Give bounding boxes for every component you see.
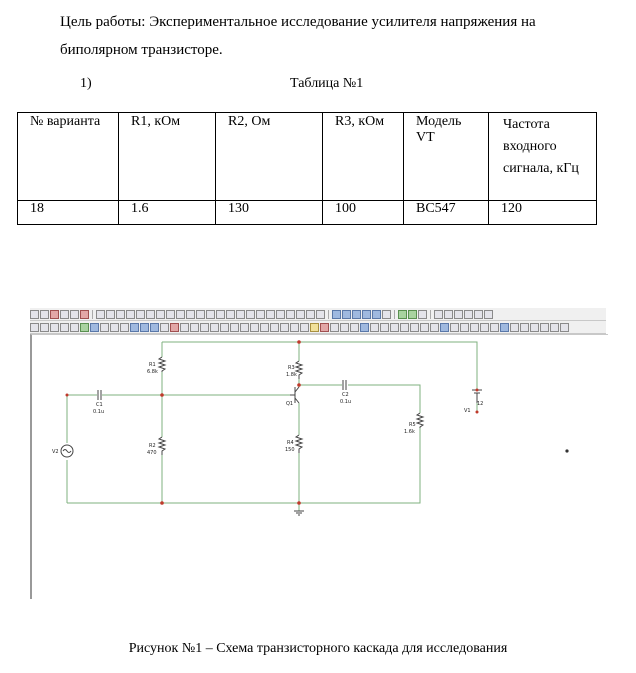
toolbar-icon[interactable] <box>398 310 407 319</box>
toolbar-icon[interactable] <box>276 310 285 319</box>
toolbar-icon[interactable] <box>40 323 49 332</box>
r1-value: 6.8k <box>147 369 158 375</box>
r5-name: R5 <box>409 422 416 428</box>
header-r3: R3, кОм <box>323 113 404 201</box>
toolbar-icon[interactable] <box>80 323 89 332</box>
toolbar-icon[interactable] <box>110 323 119 332</box>
toolbar-icon[interactable] <box>240 323 249 332</box>
toolbar-icon[interactable] <box>236 310 245 319</box>
goal-text: Экспериментальное исследование усилителя напряжения на биполярном транзисторе. <box>60 14 536 58</box>
toolbar-icon[interactable] <box>400 323 409 332</box>
toolbar-icon[interactable] <box>510 323 519 332</box>
r3-name: R3 <box>288 365 295 371</box>
toolbar-icon[interactable] <box>560 323 569 332</box>
toolbar-icon[interactable] <box>210 323 219 332</box>
header-model: Модель VT <box>404 113 489 201</box>
toolbar-icon[interactable] <box>176 310 185 319</box>
r3-value: 1.8k <box>286 372 297 378</box>
c2-value: 0.1u <box>340 399 352 405</box>
r5-resistor <box>417 413 423 428</box>
wire-ground-rail <box>67 428 420 503</box>
toolbar-icon[interactable] <box>352 310 361 319</box>
toolbar-icon[interactable] <box>370 323 379 332</box>
toolbar-icon[interactable] <box>340 323 349 332</box>
junction-dot <box>297 501 301 505</box>
toolbar-icon[interactable] <box>290 323 299 332</box>
toolbar-icon[interactable] <box>50 310 59 319</box>
toolbar-icon[interactable] <box>70 323 79 332</box>
simulator-toolbar-top <box>30 308 606 321</box>
toolbar-icon[interactable] <box>30 310 39 319</box>
toolbar-icon[interactable] <box>126 310 135 319</box>
toolbar-icon[interactable] <box>80 310 89 319</box>
junction-dot <box>476 411 479 414</box>
table-row <box>18 201 597 225</box>
junction-dot <box>297 383 301 387</box>
q1-name: Q1 <box>286 401 294 407</box>
header-r1: R1, кОм <box>119 113 216 201</box>
v1-value: 12 <box>477 401 484 407</box>
r4-name: R4 <box>287 440 294 446</box>
toolbar-icon[interactable] <box>450 323 459 332</box>
variant-table <box>17 112 597 225</box>
toolbar-icon[interactable] <box>410 323 419 332</box>
cell-frequency: 120 <box>489 201 597 225</box>
toolbar-icon[interactable] <box>106 310 115 319</box>
toolbar-icon[interactable] <box>60 323 69 332</box>
probe-dot <box>565 449 568 452</box>
toolbar-icon[interactable] <box>196 310 205 319</box>
simulator-screenshot <box>30 308 606 598</box>
toolbar-icon[interactable] <box>540 323 549 332</box>
toolbar-icon[interactable] <box>470 323 479 332</box>
toolbar-icon[interactable] <box>296 310 305 319</box>
toolbar-icon[interactable] <box>266 310 275 319</box>
toolbar-icon[interactable] <box>454 310 463 319</box>
toolbar-icon[interactable] <box>246 310 255 319</box>
r1-resistor <box>159 357 165 372</box>
toolbar-icon[interactable] <box>380 323 389 332</box>
toolbar-icon[interactable] <box>390 323 399 332</box>
table-header-row <box>18 113 597 201</box>
toolbar-icon[interactable] <box>116 310 125 319</box>
toolbar-icon[interactable] <box>372 310 381 319</box>
schematic-canvas[interactable] <box>30 334 608 599</box>
v2-name: V2 <box>52 449 59 455</box>
toolbar-icon[interactable] <box>418 310 427 319</box>
toolbar-icon[interactable] <box>30 323 39 332</box>
toolbar-icon[interactable] <box>484 310 493 319</box>
r2-value: 470 <box>147 450 157 456</box>
r2-name: R2 <box>149 443 156 449</box>
cell-r3: 100 <box>323 201 404 225</box>
simulator-toolbar-components <box>30 321 606 334</box>
toolbar-icon[interactable] <box>332 310 341 319</box>
toolbar-icon[interactable] <box>60 310 69 319</box>
wire-c2-right <box>348 385 420 413</box>
list-marker: 1) <box>80 76 92 91</box>
toolbar-icon[interactable] <box>500 323 509 332</box>
toolbar-icon[interactable] <box>226 310 235 319</box>
toolbar-icon[interactable] <box>190 323 199 332</box>
cell-r2: 130 <box>216 201 323 225</box>
toolbar-icon[interactable] <box>430 323 439 332</box>
r4-resistor <box>296 435 302 453</box>
wire-top-rail <box>162 342 477 390</box>
toolbar-icon[interactable] <box>490 323 499 332</box>
toolbar-icon[interactable] <box>220 323 229 332</box>
junction-dot <box>297 340 301 344</box>
cell-variant: 18 <box>18 201 119 225</box>
toolbar-icon[interactable] <box>70 310 79 319</box>
cell-r1: 1.6 <box>119 201 216 225</box>
toolbar-icon[interactable] <box>360 323 369 332</box>
wire-collector-node <box>299 385 342 387</box>
toolbar-icon[interactable] <box>320 323 329 332</box>
toolbar-icon[interactable] <box>550 323 559 332</box>
toolbar-icon[interactable] <box>180 323 189 332</box>
r2-resistor <box>159 437 165 455</box>
toolbar-icon[interactable] <box>96 310 105 319</box>
goal-label: Цель работы: <box>60 14 146 30</box>
toolbar-icon[interactable] <box>186 310 195 319</box>
c1-value: 0.1u <box>93 409 105 415</box>
c2-capacitor <box>343 380 346 390</box>
table-title: Таблица №1 <box>290 76 364 91</box>
toolbar-icon[interactable] <box>100 323 109 332</box>
toolbar-icon[interactable] <box>280 323 289 332</box>
toolbar-icon[interactable] <box>50 323 59 332</box>
c2-name: C2 <box>342 392 349 398</box>
toolbar-icon[interactable] <box>362 310 371 319</box>
circuit-schematic <box>32 335 606 598</box>
junction-dot <box>160 501 164 505</box>
toolbar-icon[interactable] <box>306 310 315 319</box>
toolbar-icon[interactable] <box>286 310 295 319</box>
cell-model: BC547 <box>404 201 489 225</box>
c1-capacitor <box>98 390 101 400</box>
toolbar-icon[interactable] <box>200 323 209 332</box>
toolbar-icon[interactable] <box>256 310 265 319</box>
toolbar-icon[interactable] <box>216 310 225 319</box>
toolbar-icon[interactable] <box>206 310 215 319</box>
junction-dot <box>66 394 69 397</box>
toolbar-icon[interactable] <box>230 323 239 332</box>
header-frequency: Частота входного сигнала, кГц <box>489 113 597 201</box>
toolbar-icon[interactable] <box>460 323 469 332</box>
ground-symbol <box>294 511 304 515</box>
toolbar-icon[interactable] <box>136 310 145 319</box>
toolbar-icon[interactable] <box>300 323 309 332</box>
toolbar-icon[interactable] <box>464 310 473 319</box>
header-variant: № варианта <box>18 113 119 201</box>
toolbar-icon[interactable] <box>350 323 359 332</box>
r3-resistor <box>296 361 302 379</box>
toolbar-icon[interactable] <box>150 323 159 332</box>
toolbar-icon[interactable] <box>520 323 529 332</box>
toolbar-icon[interactable] <box>130 323 139 332</box>
r5-value: 1.6k <box>404 429 415 435</box>
toolbar-icon[interactable] <box>90 323 99 332</box>
toolbar-icon[interactable] <box>316 310 325 319</box>
toolbar-icon[interactable] <box>160 323 169 332</box>
goal-paragraph <box>60 8 590 64</box>
toolbar-icon[interactable] <box>270 323 279 332</box>
toolbar-icon[interactable] <box>440 323 449 332</box>
r1-name: R1 <box>149 362 156 368</box>
figure-caption: Рисунок №1 – Схема транзисторного каскада для исследования <box>128 641 508 656</box>
toolbar-icon[interactable] <box>530 323 539 332</box>
toolbar-icon[interactable] <box>166 310 175 319</box>
header-r2: R2, Ом <box>216 113 323 201</box>
toolbar-icon[interactable] <box>40 310 49 319</box>
toolbar-icon[interactable] <box>434 310 443 319</box>
toolbar-icon[interactable] <box>140 323 149 332</box>
toolbar-icon[interactable] <box>382 310 391 319</box>
toolbar-icon[interactable] <box>170 323 179 332</box>
toolbar-icon[interactable] <box>156 310 165 319</box>
toolbar-icon[interactable] <box>342 310 351 319</box>
toolbar-icon[interactable] <box>260 323 269 332</box>
c1-name: C1 <box>96 402 103 408</box>
v2-sine <box>63 450 71 453</box>
toolbar-icon[interactable] <box>146 310 155 319</box>
toolbar-icon[interactable] <box>420 323 429 332</box>
toolbar-icon[interactable] <box>408 310 417 319</box>
toolbar-icon[interactable] <box>474 310 483 319</box>
toolbar-icon[interactable] <box>250 323 259 332</box>
toolbar-icon[interactable] <box>330 323 339 332</box>
junction-dot <box>160 393 164 397</box>
toolbar-icon[interactable] <box>480 323 489 332</box>
r4-value: 150 <box>285 447 295 453</box>
toolbar-icon[interactable] <box>444 310 453 319</box>
v1-name: V1 <box>464 408 471 414</box>
toolbar-icon[interactable] <box>120 323 129 332</box>
toolbar-icon[interactable] <box>310 323 319 332</box>
junction-dot <box>476 389 479 392</box>
